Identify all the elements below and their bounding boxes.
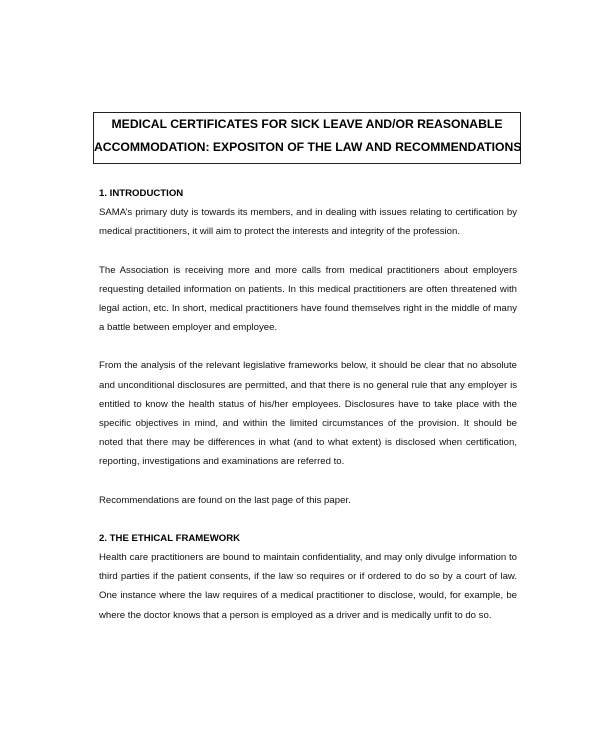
- section-heading-ethical-framework: 2. THE ETHICAL FRAMEWORK: [99, 532, 241, 544]
- title-box: [93, 112, 521, 164]
- section-heading-introduction: 1. INTRODUCTION: [99, 188, 184, 199]
- paragraph: SAMA’s primary duty is towards its members, and in dealing with issues relating to certification by medical practitioners, it will aim to protect the interests and integrity of the profession.: [99, 207, 517, 238]
- paragraph: The Association is receiving more and more calls from medical practitioners about employers requesting detailed information on patients. In this medical practitioners are often threatened with legal action, etc. In short, medical practitioners have found themselves right in the middle of many a battle between employer and employee.: [99, 264, 517, 334]
- document-body: [99, 184, 517, 625]
- paragraph: From the analysis of the relevant legislative frameworks below, it should be clear that no absolute and unconditional disclosures are permitted, and that there is no general rule that any employer is entitled to know the health status of his/her employees. Disclosures have to take place with the specific objectives in mind, and within the limited circumstances of the provision. It should be noted that there may be differences in what (and to what extent) is disclosed when certification, reporting, investigations and examinations are referred to.: [99, 360, 517, 468]
- title-line-2: ACCOMMODATION: EXPOSITON OF THE LAW AND RECOMMENDATIONS: [94, 140, 522, 154]
- paragraph: Health care practitioners are bound to maintain confidentiality, and may only divulge information to third parties if the patient consents, if the law so requires or if ordered to do so by a court of law. One instance where the law requires of a medical practitioner to disclose, would, for example, be where the doctor knows that a person is employed as a driver and is medically unfit to do so.: [99, 552, 517, 621]
- paragraph: Recommendations are found on the last page of this paper.: [99, 494, 351, 506]
- title-line-1: MEDICAL CERTIFICATES FOR SICK LEAVE AND/OR REASONABLE: [111, 117, 503, 131]
